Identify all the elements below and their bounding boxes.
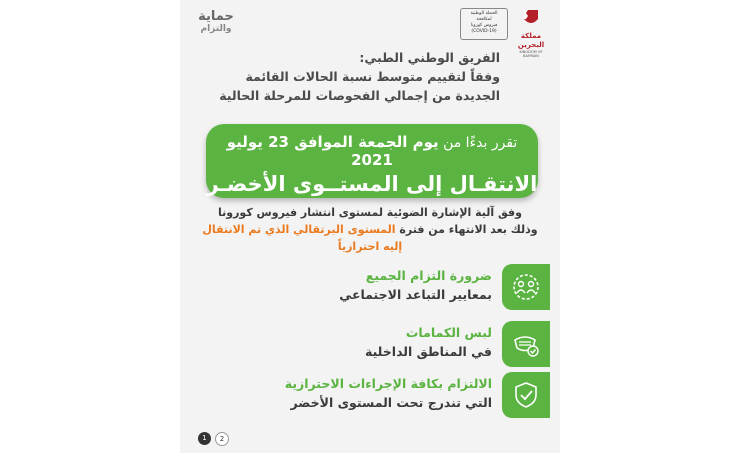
kingdom-name-en: KINGDOM OF BAHRAIN — [519, 50, 543, 58]
logo-left-line2: والتزام — [200, 24, 232, 34]
page-1-button[interactable]: 1 — [198, 432, 211, 445]
national-taskforce-logo — [460, 8, 508, 40]
rule-icon-box — [502, 372, 550, 418]
banner-headline: الانتقـال إلى المستــوى الأخضـر — [206, 172, 538, 196]
banner-date-line — [206, 124, 538, 169]
intro-text — [200, 48, 500, 105]
taskforce-line: (COVID-19) — [471, 29, 497, 34]
banner-date: يوم الجمعة الموافق 23 يوليو 2021 — [226, 133, 439, 169]
mechanism-text — [200, 204, 540, 255]
rule-title: ضرورة التزام الجميع — [365, 268, 492, 283]
page-2-button[interactable]: 2 — [215, 432, 229, 446]
mask-check-icon — [512, 329, 540, 359]
rule-text — [262, 266, 492, 304]
rule-detail: التي تندرج تحت المستوى الأخضر — [290, 395, 492, 410]
rule-detail: في المناطق الداخلية — [364, 344, 492, 359]
intro-line3: الجديدة من إجمالي الفحوصات للمرحلة الحالية — [219, 88, 500, 103]
rule-title: لبس الكمامات — [405, 325, 492, 340]
mechanism-line1: وفق آلية الإشارة الضوئية لمستوى انتشار فيروس كورونا — [218, 206, 522, 219]
rule-title: الالتزام بكافة الإجراءات الاحترازية — [284, 376, 492, 391]
protection-commitment-logo — [196, 10, 236, 34]
taskforce-line: لمكافحة — [476, 17, 492, 22]
rule-precautions — [180, 372, 560, 418]
intro-line1: الفريق الوطني الطبي: — [359, 50, 500, 65]
rule-social-distance — [180, 264, 560, 310]
mechanism-line2-pre: وذلك بعد الانتهاء من فترة — [399, 223, 538, 236]
pagination — [198, 432, 229, 446]
rule-detail: بمعايير التباعد الاجتماعي — [339, 287, 492, 302]
bahrain-crest-icon — [520, 8, 542, 28]
rule-text — [262, 323, 492, 361]
kingdom-name-ar: مملكة البحرين — [517, 32, 545, 49]
rule-icon-box — [502, 264, 550, 310]
covid-announcement-poster — [180, 0, 560, 453]
bahrain-logo — [514, 8, 548, 58]
rule-text — [262, 374, 492, 412]
shield-check-icon — [512, 380, 540, 410]
orange-level-text: المستوى البرتقالي الذي تم الانتقال إليه احترازياً — [202, 223, 403, 253]
green-level-banner — [206, 124, 538, 198]
social-distance-icon — [512, 272, 540, 302]
banner-date-pre: تقرر بدءًا من — [443, 135, 518, 151]
taskforce-line: فيروس كورونا — [470, 23, 498, 28]
mechanism-line2 — [200, 221, 540, 255]
rule-icon-box — [502, 321, 550, 367]
rule-masks — [180, 321, 560, 367]
logo-left-line1: حماية — [198, 9, 234, 24]
taskforce-line: الحملة الوطنية — [470, 11, 498, 16]
intro-line2: وفقاً لتقييم متوسط نسبة الحالات القائمة — [245, 69, 500, 84]
